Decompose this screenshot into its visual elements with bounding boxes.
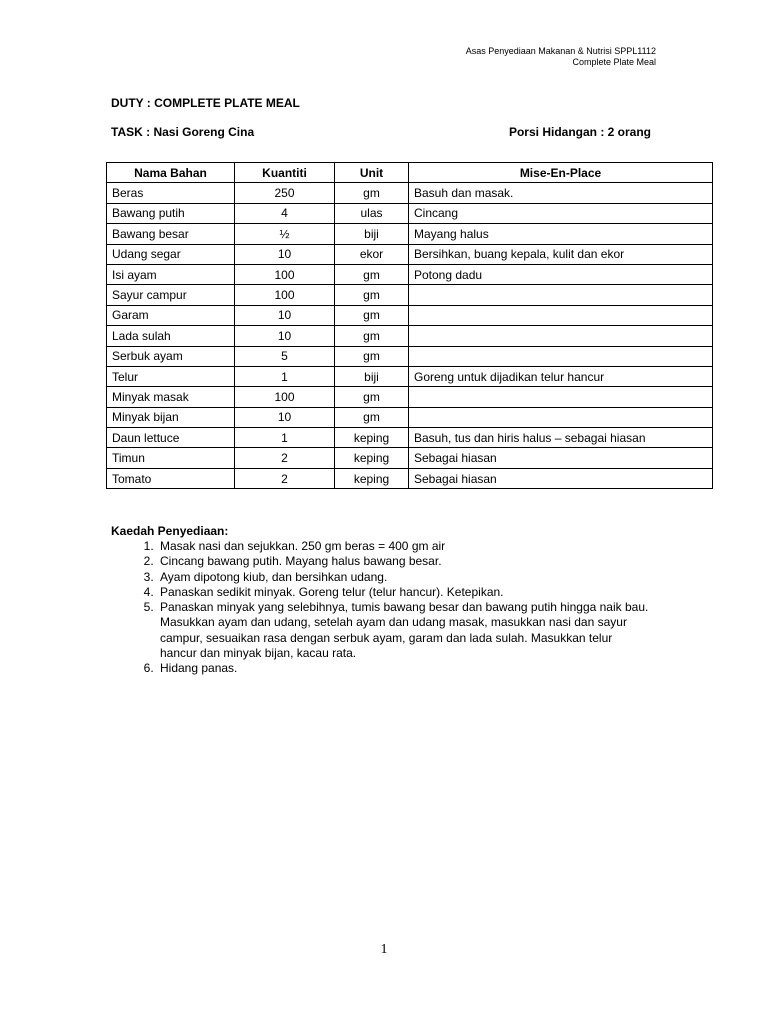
ingredient-prep: Sebagai hiasan (409, 468, 713, 488)
table-row (107, 366, 713, 386)
ingredient-prep: Sebagai hiasan (409, 448, 713, 468)
ingredient-prep (409, 387, 713, 407)
ingredient-name: Bawang besar (107, 224, 235, 244)
ingredient-prep: Goreng untuk dijadikan telur hancur (409, 366, 713, 386)
table-header-row (107, 163, 713, 183)
ingredient-unit: gm (335, 387, 409, 407)
ingredient-prep: Basuh, tus dan hiris halus – sebagai hiasan (409, 428, 713, 448)
ingredient-name: Timun (107, 448, 235, 468)
table-row (107, 244, 713, 264)
ingredient-quantity: 4 (235, 203, 335, 223)
ingredient-name: Beras (107, 183, 235, 203)
ingredient-name: Bawang putih (107, 203, 235, 223)
page-header (466, 46, 656, 68)
table-row (107, 203, 713, 223)
ingredient-prep (409, 305, 713, 325)
ingredient-name: Daun lettuce (107, 428, 235, 448)
ingredient-prep (409, 346, 713, 366)
ingredient-unit: biji (335, 224, 409, 244)
table-row (107, 326, 713, 346)
ingredient-name: Sayur campur (107, 285, 235, 305)
ingredient-unit: ekor (335, 244, 409, 264)
ingredient-name: Lada sulah (107, 326, 235, 346)
method-title: Kaedah Penyediaan: (111, 524, 229, 538)
ingredient-quantity: 1 (235, 366, 335, 386)
ingredient-name: Udang segar (107, 244, 235, 264)
document-subtitle: Complete Plate Meal (572, 57, 656, 67)
ingredient-prep (409, 285, 713, 305)
ingredient-quantity: 100 (235, 285, 335, 305)
ingredient-unit: gm (335, 183, 409, 203)
method-step: 5. Panaskan minyak yang selebihnya, tumis bawang besar dan bawang putih hingga naik bau. Masukkan ayam dan udang, setelah ayam dan udang masak, masukkan nasi dan sayur campur, sesuaikan rasa dengan serbuk ayam, garam dan lada sulah. Masukkan telur hancur dan minyak bijan, kacau rata. (157, 600, 651, 661)
table-row (107, 285, 713, 305)
page-number: 1 (380, 942, 388, 957)
method-step: 2. Cincang bawang putih. Mayang halus bawang besar. (157, 554, 651, 569)
task-title: TASK : Nasi Goreng Cina (111, 125, 255, 139)
table-row (107, 346, 713, 366)
table-row (107, 264, 713, 284)
table-row (107, 468, 713, 488)
ingredient-unit: keping (335, 448, 409, 468)
ingredient-quantity: 100 (235, 264, 335, 284)
header-nama-bahan: Nama Bahan (107, 163, 235, 183)
ingredient-prep: Bersihkan, buang kepala, kulit dan ekor (409, 244, 713, 264)
ingredient-name: Minyak bijan (107, 407, 235, 427)
ingredient-name: Telur (107, 366, 235, 386)
ingredient-name: Minyak masak (107, 387, 235, 407)
ingredient-prep: Mayang halus (409, 224, 713, 244)
ingredient-unit: gm (335, 285, 409, 305)
ingredient-prep (409, 407, 713, 427)
ingredient-unit: ulas (335, 203, 409, 223)
ingredient-quantity: 2 (235, 448, 335, 468)
course-title: Asas Penyediaan Makanan & Nutrisi SPPL1112 (465, 46, 656, 56)
table-row (107, 224, 713, 244)
header-mise-en-place: Mise-En-Place (409, 163, 713, 183)
table-row (107, 183, 713, 203)
ingredient-unit: gm (335, 346, 409, 366)
method-step: 6. Hidang panas. (157, 661, 651, 676)
ingredient-unit: keping (335, 468, 409, 488)
method-step: 4. Panaskan sedikit minyak. Goreng telur (telur hancur). Ketepikan. (157, 585, 651, 600)
ingredient-quantity: 10 (235, 407, 335, 427)
ingredient-quantity: 10 (235, 244, 335, 264)
ingredient-name: Tomato (107, 468, 235, 488)
ingredient-quantity: 2 (235, 468, 335, 488)
ingredient-prep: Basuh dan masak. (409, 183, 713, 203)
method-step: 1. Masak nasi dan sejukkan. 250 gm beras = 400 gm air (157, 539, 651, 554)
serving-portion: Porsi Hidangan : 2 orang (508, 125, 651, 139)
ingredient-quantity: ½ (235, 224, 335, 244)
ingredient-quantity: 100 (235, 387, 335, 407)
table-row (107, 448, 713, 468)
header-unit: Unit (335, 163, 409, 183)
ingredient-name: Isi ayam (107, 264, 235, 284)
ingredient-quantity: 10 (235, 326, 335, 346)
ingredient-prep (409, 326, 713, 346)
ingredient-unit: gm (335, 305, 409, 325)
ingredients-table (106, 162, 713, 489)
ingredient-prep: Potong dadu (409, 264, 713, 284)
table-row (107, 407, 713, 427)
ingredient-quantity: 10 (235, 305, 335, 325)
method-steps (111, 539, 651, 677)
header-kuantiti: Kuantiti (235, 163, 335, 183)
method-section (111, 524, 651, 677)
task-row (111, 125, 651, 139)
table-row (107, 305, 713, 325)
ingredient-quantity: 250 (235, 183, 335, 203)
ingredient-unit: biji (335, 366, 409, 386)
duty-title: DUTY : COMPLETE PLATE MEAL (111, 96, 300, 110)
ingredient-unit: gm (335, 326, 409, 346)
ingredient-unit: gm (335, 407, 409, 427)
table-row (107, 428, 713, 448)
ingredient-quantity: 5 (235, 346, 335, 366)
ingredient-name: Garam (107, 305, 235, 325)
ingredient-prep: Cincang (409, 203, 713, 223)
table-row (107, 387, 713, 407)
ingredient-name: Serbuk ayam (107, 346, 235, 366)
ingredient-unit: keping (335, 428, 409, 448)
ingredient-unit: gm (335, 264, 409, 284)
ingredient-quantity: 1 (235, 428, 335, 448)
method-step: 3. Ayam dipotong kiub, dan bersihkan udang. (157, 570, 651, 585)
